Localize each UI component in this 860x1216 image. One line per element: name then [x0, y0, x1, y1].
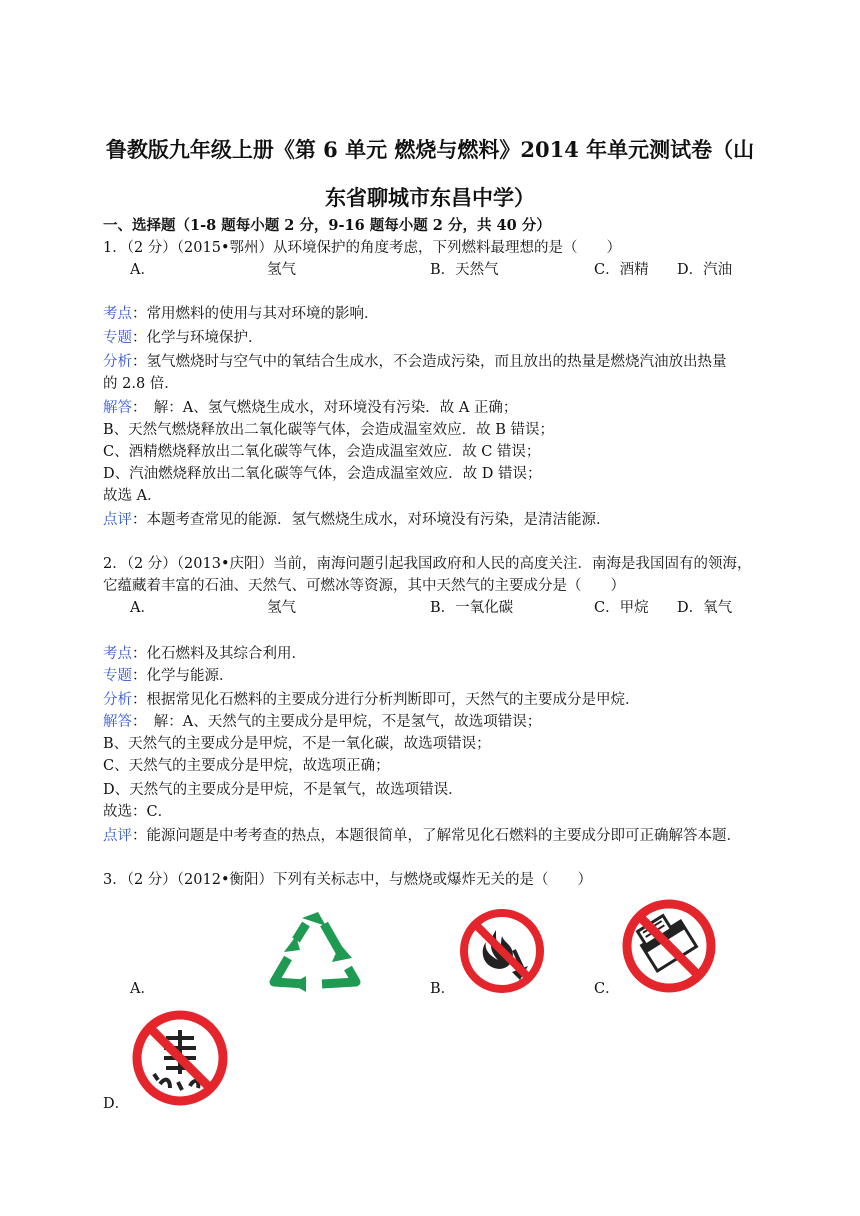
q1-fenxi-text-2: 的 2.8 倍．	[103, 376, 179, 392]
q3-option-b: B．	[430, 981, 456, 997]
q3-option-c: C．	[594, 981, 620, 997]
q1-pingping	[103, 509, 611, 531]
q2-option-a-key: A．	[130, 600, 155, 616]
q2-pingping	[103, 825, 741, 847]
q3-stem: 3．（2 分）（2012•衡阳）下列有关标志中，与燃烧或爆炸无关的是（ ）	[103, 872, 593, 888]
label-jieda: 解答	[103, 400, 132, 416]
label-zhuanti: 专题	[103, 668, 132, 684]
q1-zhuanti-text: ：化学与环境保护．	[132, 330, 263, 346]
no-matches-icon	[620, 897, 718, 995]
q2-option-a-text: 氢气	[267, 600, 296, 616]
page-title-line-1: 鲁教版九年级上册《第 6 单元 燃烧与燃料》2014 年单元测试卷（山	[105, 137, 755, 162]
q1-kaodian-text: ：常用燃料的使用与其对环境的影响．	[132, 306, 379, 322]
q1-option-a-key: A．	[130, 262, 155, 278]
q1-jieda	[103, 397, 517, 419]
no-open-flame-icon	[456, 906, 548, 996]
q1-stem: 1．（2 分）（2015•鄂州）从环境保护的角度考虑，下列燃料最理想的是（ ）	[103, 240, 622, 256]
q2-option-b: B．一氧化碳	[430, 600, 514, 616]
q2-pingping-text: ：能源问题是中考考查的热点，本题很简单，了解常见化石燃料的主要成分即可正确解答本题．	[132, 828, 741, 844]
q2-kaodian-text: ：化石燃料及其综合利用．	[132, 646, 306, 662]
q2-jieda	[103, 711, 541, 733]
q1-zhuanti	[103, 327, 263, 349]
q2-jieda-d: D、天然气的主要成分是甲烷，不是氧气，故选项错误．	[103, 782, 463, 798]
recycle-icon	[266, 906, 364, 996]
q1-pingping-text: ：本题考查常见的能源．氢气燃烧生成水，对环境没有污染，是清洁能源．	[132, 512, 611, 528]
page-title-line-2: 东省聊城市东昌中学）	[325, 185, 535, 210]
q3-option-a: A．	[130, 981, 155, 997]
q1-answer: 故选 A．	[103, 488, 162, 504]
q2-stem-2: 它蕴藏着丰富的石油、天然气、可燃冰等资源，其中天然气的主要成分是（ ）	[103, 578, 625, 594]
q1-option-d: D．汽油	[677, 262, 733, 278]
q3-option-d: D．	[103, 1096, 130, 1112]
label-fenxi: 分析	[103, 354, 132, 370]
q2-option-d: D．氧气	[677, 600, 733, 616]
q1-option-c: C．酒精	[594, 262, 649, 278]
q1-option-a-text: 氢气	[267, 262, 296, 278]
q2-kaodian	[103, 643, 306, 665]
q2-zhuanti	[103, 665, 234, 687]
q1-kaodian	[103, 303, 379, 325]
section-heading: 一、选择题（1-8 题每小题 2 分，9-16 题每小题 2 分，共 40 分）	[103, 217, 551, 234]
label-kaodian: 考点	[103, 646, 132, 662]
q1-jieda-c: C、酒精燃烧释放出二氧化碳等气体，会造成温室效应．故 C 错误；	[103, 444, 541, 460]
q1-fenxi-text-1: ：氢气燃烧时与空气中的氧结合生成水，不会造成污染，而且放出的热量是燃烧汽油放出热量	[132, 354, 727, 370]
q1-fenxi	[103, 351, 727, 373]
label-zhuanti: 专题	[103, 330, 132, 346]
no-fireworks-icon	[130, 1008, 230, 1108]
q1-jieda-d: D、汽油燃烧释放出二氧化碳等气体，会造成温室效应．故 D 错误；	[103, 466, 542, 482]
q1-option-b: B．天然气	[430, 262, 499, 278]
label-pingping: 点评	[103, 828, 132, 844]
label-jieda: 解答	[103, 714, 132, 730]
q1-jieda-b: B、天然气燃烧释放出二氧化碳等气体，会造成温室效应．故 B 错误；	[103, 422, 555, 438]
q2-fenxi	[103, 689, 640, 711]
q2-stem-1: 2．（2 分）（2013•庆阳）当前，南海问题引起我国政府和人民的高度关注．南海是我国固有的领海，	[103, 556, 752, 572]
q2-jieda-text: ： 解：A、天然气的主要成分是甲烷，不是氢气，故选项错误；	[132, 714, 542, 730]
label-pingping: 点评	[103, 512, 132, 528]
label-kaodian: 考点	[103, 306, 132, 322]
q1-jieda-text: ： 解：A、氢气燃烧生成水，对环境没有污染．故 A 正确；	[132, 400, 518, 416]
q2-jieda-b: B、天然气的主要成分是甲烷，不是一氧化碳，故选项错误；	[103, 736, 491, 752]
q2-jieda-c: C、天然气的主要成分是甲烷，故选项正确；	[103, 758, 390, 774]
q2-zhuanti-text: ：化学与能源．	[132, 668, 234, 684]
q2-fenxi-text: ：根据常见化石燃料的主要成分进行分析判断即可，天然气的主要成分是甲烷．	[132, 692, 640, 708]
q2-option-c: C．甲烷	[594, 600, 649, 616]
q2-answer: 故选：C．	[103, 804, 173, 820]
label-fenxi: 分析	[103, 692, 132, 708]
